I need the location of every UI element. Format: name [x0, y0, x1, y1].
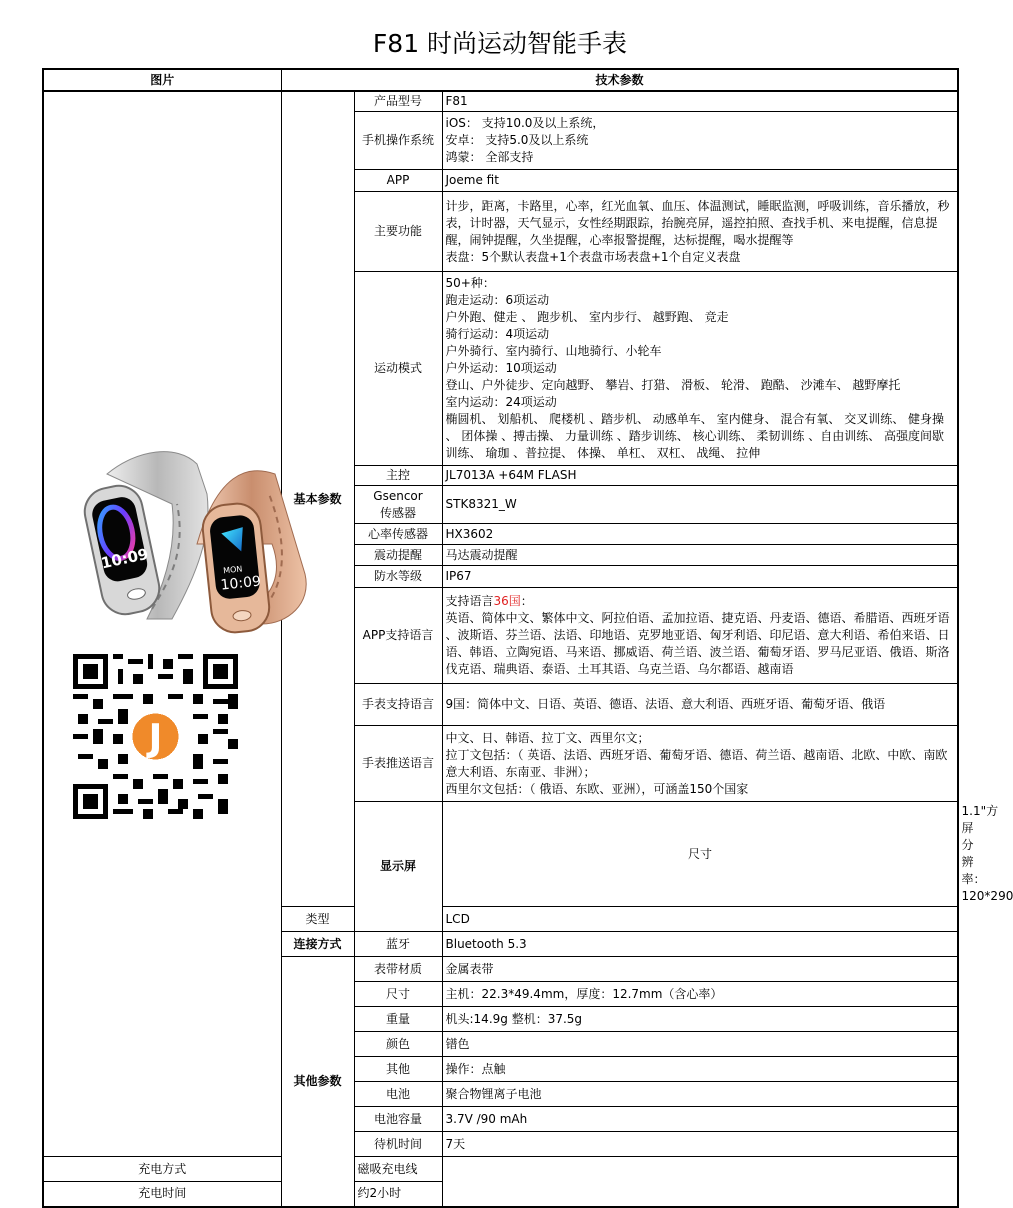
gsensor-value: STK8321_W: [442, 486, 958, 524]
features-line: 表，计时器，天气显示，女性经期跟踪，抬腕亮屏，遥控拍照、查找手机、来电提醒，信息提: [445, 215, 938, 230]
app-value: Joeme fit: [442, 170, 958, 192]
os-line: 鸿蒙： 全部支持: [445, 150, 534, 164]
app-label: APP: [354, 170, 442, 192]
features-value: [442, 192, 958, 272]
spec-table: [42, 68, 1013, 1208]
mcu-value: JL7013A +64M FLASH: [442, 466, 958, 486]
watch-screen-day: MON: [222, 564, 243, 576]
sports-line: 户外跑、健走 、 跑步机、 室内步行、 越野跑、 竞走: [445, 310, 729, 324]
table-row: 显示屏 尺寸 1.1"方屏 分辨率：120*290: [43, 802, 958, 907]
features-line: 醒，闹钟提醒，久坐提醒，心率报警提醒，达标提醒，喝水提醒等: [445, 232, 794, 247]
vibration-label: 震动提醒: [354, 545, 442, 566]
others-label: 其他: [354, 1057, 442, 1082]
group-display: 显示屏: [354, 802, 442, 932]
app-lang-count: 36国: [493, 594, 521, 608]
strap-value: 金属表带: [442, 957, 958, 982]
qr-logo-letter: J: [148, 715, 163, 760]
standby-value: 7天: [442, 1132, 958, 1157]
push-lang-line: 西里尔文包括：（ 俄语、东欧、亚洲），可涵盖150个国家: [445, 781, 749, 796]
group-other: 其他参数: [281, 957, 354, 1207]
app-lang-line: 语、韩语、立陶宛语、马来语、挪威语、荷兰语、波兰语、葡萄牙语、罗马尼亚语、俄语、斯洛: [445, 645, 950, 659]
app-lang-line: 、波斯语、芬兰语、法语、印地语、克罗地亚语、匈牙利语、印尼语、意大利语、希伯来语、日: [445, 628, 950, 642]
screen-type-label: 类型: [281, 907, 354, 932]
qr-code[interactable]: [73, 654, 238, 819]
color-value: 镨色: [442, 1032, 958, 1057]
push-lang-value: [442, 726, 958, 802]
sports-line: 户外骑行、室内骑行、山地骑行、小轮车: [445, 344, 662, 358]
sports-line: 跑走运动：6项运动: [445, 293, 550, 307]
group-basic-params: 基本参数: [281, 91, 354, 907]
strap-label: 表带材质: [354, 957, 442, 982]
gsensor-label-line: 传感器: [379, 505, 416, 520]
push-lang-line: 意大利语、东南亚、非洲）；: [445, 764, 596, 779]
waterproof-value: IP67: [442, 566, 958, 588]
watch-screen-time: 10:09: [99, 544, 150, 573]
sports-line: 骑行运动：4项运动: [445, 327, 550, 341]
image-column-header: 图片: [43, 69, 281, 91]
capacity-value: 3.7V /90 mAh: [442, 1107, 958, 1132]
watch-product-photo: [47, 434, 283, 634]
push-lang-label: 手表推送语言: [354, 726, 442, 802]
sports-line: 户外运动：10项运动: [445, 361, 557, 375]
hr-sensor-value: HX3602: [442, 524, 958, 545]
charge-time-label: 充电时间: [43, 1182, 281, 1207]
product-images-cell: [43, 91, 281, 1157]
sports-line: 椭圆机、 划船机、 爬楼机 、踏步机、 动感单车、 室内健身、 混合有氧、 交叉训练、 健身操: [445, 412, 945, 426]
gsensor-label: [354, 486, 442, 524]
watch-screen-time-2: 10:09: [219, 573, 262, 594]
color-label: 颜色: [354, 1032, 442, 1057]
app-lang-intro-suffix: ：: [520, 594, 533, 608]
battery-value: 聚合物锂离子电池: [442, 1082, 958, 1107]
sports-line: 50+种：: [445, 276, 495, 290]
watch-lang-value: 9国：简体中文、日语、英语、德语、法语、意大利语、西班牙语、葡萄牙语、俄语: [442, 684, 958, 726]
sports-line: 训练、 瑜珈 、普拉提、 体操、 单杠、 双杠、 战绳、 拉伸: [445, 446, 761, 460]
table-row: [43, 1157, 958, 1182]
screen-size-label: 尺寸: [442, 802, 958, 907]
table-row: [43, 1182, 958, 1207]
vibration-value: 马达震动提醒: [442, 545, 958, 566]
model-value: F81: [442, 91, 958, 112]
charge-method-value: 磁吸充电线: [354, 1157, 442, 1182]
battery-label: 电池: [354, 1082, 442, 1107]
watch-lang-label: 手表支持语言: [354, 684, 442, 726]
weight-label: 重量: [354, 1007, 442, 1032]
hr-sensor-label: 心率传感器: [354, 524, 442, 545]
sports-label: 运动模式: [354, 272, 442, 466]
app-lang-label: APP支持语言: [354, 588, 442, 684]
size-label: 尺寸: [354, 982, 442, 1007]
screen-type-value: LCD: [442, 907, 958, 932]
app-lang-value: [442, 588, 958, 684]
spec-column-header: 技术参数: [281, 69, 958, 91]
app-lang-line: 伐克语、瑞典语、泰语、土耳其语、乌克兰语、乌尔都语、越南语: [445, 662, 794, 676]
os-line: iOS： 支持10.0及以上系统，: [445, 116, 605, 130]
sports-line: 登山、户外徒步、定向越野、 攀岩、打猎、 滑板、 轮滑、 跑酷、 沙滩车、 越野摩托: [445, 378, 901, 392]
app-lang-intro-prefix: 支持语言: [445, 594, 494, 608]
push-lang-line: 拉丁文包括：（ 英语、法语、西班牙语、葡萄牙语、德语、荷兰语、越南语、北欧、中欧、南欧: [445, 747, 948, 762]
sports-value: [442, 272, 958, 466]
features-label: 主要功能: [354, 192, 442, 272]
gsensor-label-line: Gsencor: [373, 488, 423, 503]
charge-method-label: 充电方式: [43, 1157, 281, 1182]
app-lang-line: 英语、简体中文、繁体中文、阿拉伯语、孟加拉语、捷克语、丹麦语、德语、希腊语、西班牙语: [445, 611, 950, 625]
os-label: 手机操作系统: [354, 112, 442, 170]
bluetooth-label: 蓝牙: [354, 932, 442, 957]
mcu-label: 主控: [354, 466, 442, 486]
push-lang-line: 中文、日、韩语、拉丁文、西里尔文；: [445, 730, 650, 745]
app-lang-intro: [446, 593, 955, 610]
features-line: 表盘：5个默认表盘+1个表盘市场表盘+1个自定义表盘: [445, 249, 741, 264]
table-row: [43, 91, 958, 112]
features-line: 计步，距离，卡路里，心率，红光血氧、血压、体温测试，睡眠监测，呼吸训练，音乐播放，秒: [445, 198, 950, 213]
model-label: 产品型号: [354, 91, 442, 112]
sports-line: 室内运动：24项运动: [445, 395, 557, 409]
os-value: [442, 112, 958, 170]
standby-label: 待机时间: [354, 1132, 442, 1157]
capacity-label: 电池容量: [354, 1107, 442, 1132]
os-line: 安卓： 支持5.0及以上系统: [445, 133, 589, 147]
size-value: 主机：22.3*49.4mm，厚度：12.7mm（含心率）: [442, 982, 958, 1007]
waterproof-label: 防水等级: [354, 566, 442, 588]
group-connection: 连接方式: [281, 932, 354, 957]
weight-value: 机头:14.9g 整机：37.5g: [442, 1007, 958, 1032]
sports-line: 、 团体操 、搏击操、 力量训练 、踏步训练、 核心训练、 柔韧训练 、自由训练、 高强度间歇: [445, 429, 945, 443]
table-header-row: [43, 69, 958, 91]
page-title: F81 时尚运动智能手表: [372, 29, 628, 58]
bluetooth-value: Bluetooth 5.3: [442, 932, 958, 957]
others-value: 操作：点触: [442, 1057, 958, 1082]
charge-time-value: 约2小时: [354, 1182, 442, 1207]
